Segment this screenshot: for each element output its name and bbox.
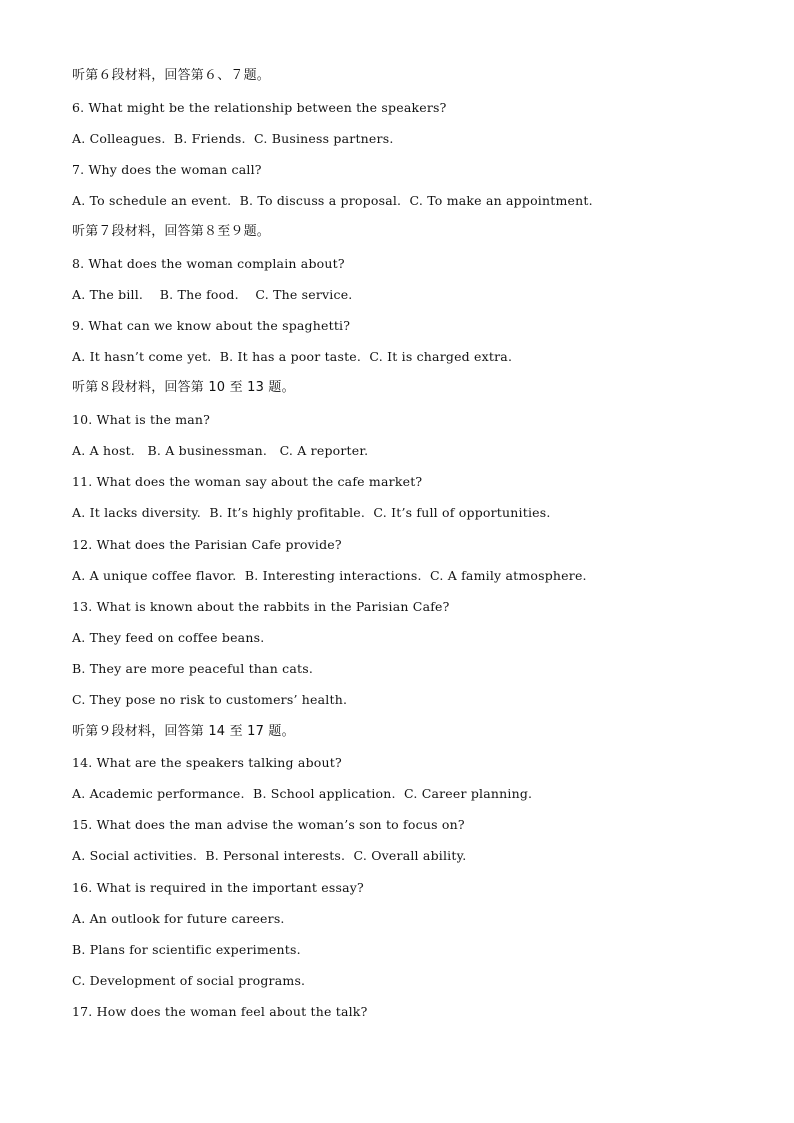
question-13-option-a: A. They feed on coffee beans.: [72, 630, 265, 645]
question-15-options: A. Social activities. B. Personal interests. C. Overall ability.: [72, 848, 467, 863]
question-6-options: A. Colleagues. B. Friends. C. Business partners.: [72, 131, 394, 146]
question-13-option-b: B. They are more peaceful than cats.: [72, 661, 313, 676]
question-6: 6. What might be the relationship between the speakers?: [72, 100, 447, 115]
section-heading-8: 听第８段材料，回答第 10 至 13 题。: [72, 380, 295, 395]
question-13-option-c: C. They pose no risk to customers’ health.: [72, 692, 348, 707]
section-heading-6: 听第６段材料，回答第６、７题。: [72, 68, 271, 83]
question-7: 7. Why does the woman call?: [72, 162, 262, 177]
question-10: 10. What is the man?: [72, 412, 211, 427]
section-heading-9: 听第９段材料，回答第 14 至 17 题。: [72, 724, 295, 739]
question-15: 15. What does the man advise the woman’s son to focus on?: [72, 817, 465, 832]
question-14-options: A. Academic performance. B. School application. C. Career planning.: [72, 786, 533, 801]
question-8-options: A. The bill. B. The food. C. The service.: [72, 287, 353, 302]
question-16-option-c: C. Development of social programs.: [72, 973, 306, 988]
question-16: 16. What is required in the important essay?: [72, 880, 364, 895]
question-9: 9. What can we know about the spaghetti?: [72, 318, 351, 333]
question-17: 17. How does the woman feel about the talk?: [72, 1004, 368, 1019]
question-11-options: A. It lacks diversity. B. It’s highly profitable. C. It’s full of opportunities.: [72, 505, 551, 520]
question-13: 13. What is known about the rabbits in the Parisian Cafe?: [72, 599, 450, 614]
question-7-options: A. To schedule an event. B. To discuss a proposal. C. To make an appointment.: [72, 193, 593, 208]
question-10-options: A. A host. B. A businessman. C. A reporter.: [72, 443, 369, 458]
question-11: 11. What does the woman say about the cafe market?: [72, 474, 423, 489]
question-12: 12. What does the Parisian Cafe provide?: [72, 537, 342, 552]
question-16-option-a: A. An outlook for future careers.: [72, 911, 285, 926]
question-8: 8. What does the woman complain about?: [72, 256, 345, 271]
section-heading-7: 听第７段材料，回答第８至９题。: [72, 224, 271, 239]
question-9-options: A. It hasn’t come yet. B. It has a poor taste. C. It is charged extra.: [72, 349, 513, 364]
question-16-option-b: B. Plans for scientific experiments.: [72, 942, 301, 957]
question-14: 14. What are the speakers talking about?: [72, 755, 342, 770]
question-12-options: A. A unique coffee flavor. B. Interesting interactions. C. A family atmosphere.: [72, 568, 587, 583]
